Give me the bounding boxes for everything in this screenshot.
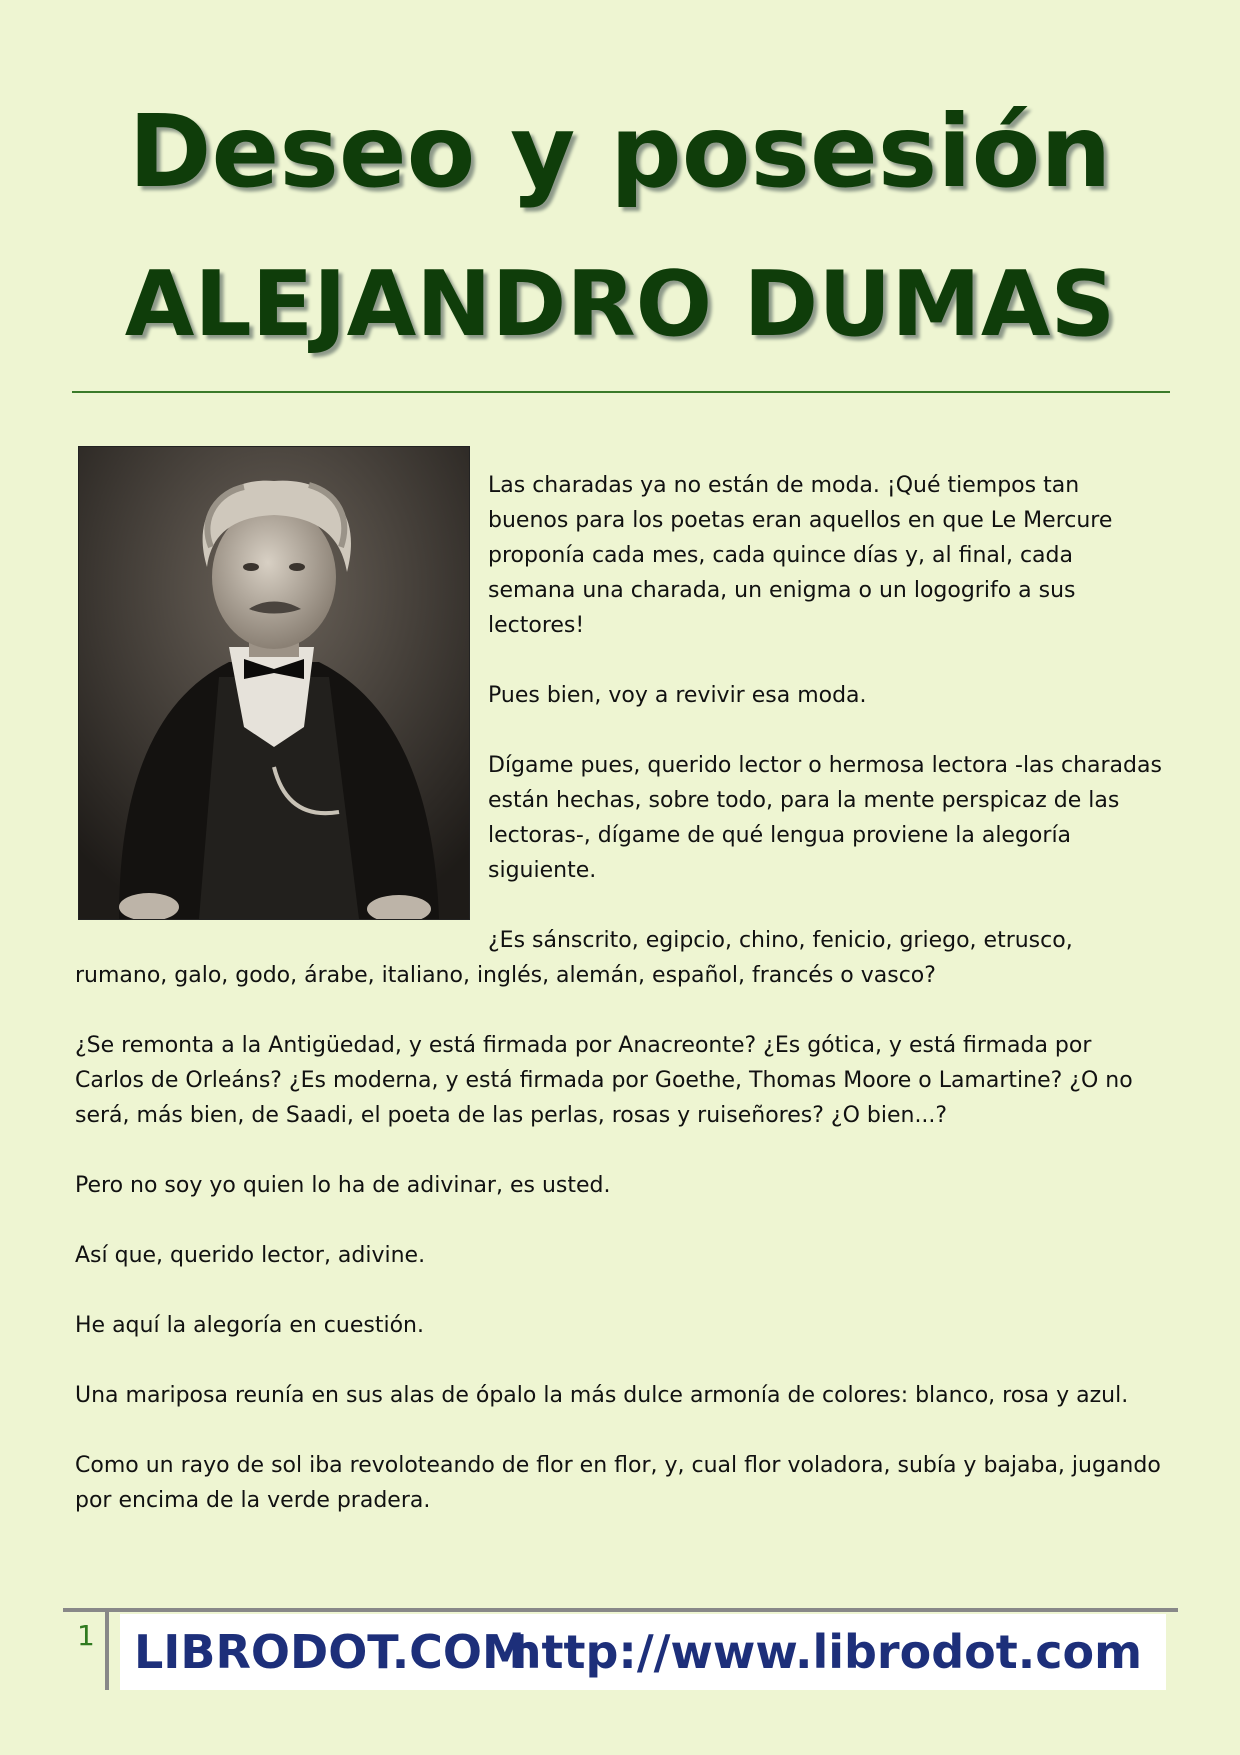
paragraph-1: Las charadas ya no están de moda. ¡Qué tiempos tan buenos para los poetas eran aquellos en que Le Mercure proponía cada mes, cada quince días y, al final, cada semana una charada, un enigma o un logogrifo a sus lectores! [488,473,1113,638]
author-name: ALEJANDRO DUMAS [124,252,1116,357]
author-portrait-image [79,447,469,919]
paragraph-9: Una mariposa reunía en sus alas de ópalo la más dulce armonía de colores: blanco, rosa y azul. [75,1383,1129,1408]
footer-divider [63,1608,1178,1612]
paragraph-10: Como un rayo de sol iba revoloteando de flor en flor, y, cual flor voladora, subía y bajaba, jugando por encima de la verde pradera. [75,1453,1161,1513]
paragraph-4: ¿Es sánscrito, egipcio, chino, fenicio, griego, etrusco, rumano, galo, godo, árabe, italiano, inglés, alemán, español, francés o vasco? [75,928,1073,988]
document-body [75,468,1165,1553]
site-url-link[interactable]: http://www.librodot.com [508,1625,1142,1679]
title-divider [72,391,1170,393]
paragraph-3: Dígame pues, querido lector o hermosa lectora -las charadas están hechas, sobre todo, para la mente perspicaz de las lectoras-, dígame de qué lengua proviene la alegoría siguiente. [488,753,1162,883]
paragraph-5: ¿Se remonta a la Antigüedad, y está firmada por Anacreonte? ¿Es gótica, y está firmada por Carlos de Orleáns? ¿Es moderna, y está firmada por Goethe, Thomas Moore o Lamartine? ¿O no será, más bien, de Saadi, el poeta de las perlas, rosas y ruiseñores? ¿O bien...? [75,1033,1133,1128]
footer-banner [120,1614,1166,1690]
paragraph-6: Pero no soy yo quien lo ha de adivinar, es usted. [75,1173,611,1198]
site-name: LIBRODOT.COM [134,1625,528,1679]
footer-vertical-bar [105,1612,109,1690]
page-number: 1 [77,1619,95,1652]
page-title: Deseo y posesión [128,93,1112,210]
paragraph-7: Así que, querido lector, adivine. [75,1243,426,1268]
paragraph-8: He aquí la alegoría en cuestión. [75,1313,424,1338]
paragraph-2: Pues bien, voy a revivir esa moda. [488,683,867,708]
author-portrait [78,446,470,920]
